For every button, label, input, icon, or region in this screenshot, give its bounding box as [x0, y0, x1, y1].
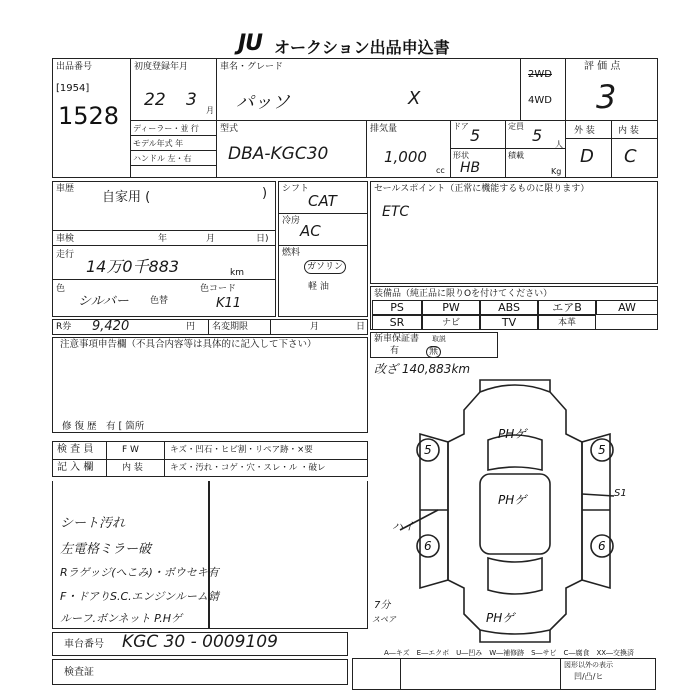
equip-leather: 本革 [538, 315, 596, 330]
inspector-label1: 検 査 員 [57, 444, 94, 455]
equip-abs: ABS [480, 300, 538, 315]
color-value: シルバー [78, 294, 129, 309]
name-change-label: 名変期限 [212, 322, 249, 332]
engine-unit: cc [436, 166, 445, 175]
diagram-spare-value: 7分 [374, 600, 391, 611]
equipment-row2 [372, 315, 658, 330]
inspection-proof-label: 検査証 [64, 667, 94, 678]
ac-value: AC [300, 222, 321, 240]
car-label: 車名・グレード [220, 62, 284, 72]
usage-value: 自家用 ( [102, 190, 151, 205]
note-line-5: ルーフ.ボンネット P.Hゲ [60, 612, 182, 625]
reg-year: 22 [144, 90, 166, 110]
loading-unit: Kg [551, 167, 562, 176]
notes-section [52, 337, 368, 433]
score-int-label: 内 装 [618, 126, 639, 136]
diagram-label-roof-front: PHゲ [498, 427, 527, 441]
name-change-month: 月 [310, 322, 320, 332]
lot-sub: [1954] [56, 83, 90, 94]
capacity-label: 定員 [508, 122, 524, 131]
diagram-legend2: 図形以外の表示 [564, 661, 613, 669]
car-damage-diagram [370, 370, 660, 645]
fuel-label: 燃料 [282, 248, 301, 258]
reg-month-unit: 月 [206, 106, 214, 115]
diagram-label-roof: PHゲ [498, 493, 527, 507]
equip-pw: PW [422, 300, 480, 315]
header [0, 30, 700, 56]
color-code: K11 [216, 296, 242, 311]
dealer-row1: ディーラー・並 行 [133, 124, 199, 133]
dealer-row3: ハンドル 左・右 [133, 154, 192, 163]
equip-ps: PS [372, 300, 422, 315]
diagram-label-left: ハイ [392, 520, 414, 533]
mileage-label: 走行 [56, 250, 75, 260]
note-line-3: Rラゲッジ(へこみ)・ボウセキ有 [60, 566, 219, 579]
model-label: 型式 [220, 124, 239, 134]
dealer-row2: モデル年式 年 [133, 139, 184, 148]
note-line-4: F・ドアりS.C.エンジンルーム錆 [60, 590, 219, 603]
diagram-label-rear: PHゲ [486, 611, 515, 625]
score-int-value: C [624, 146, 637, 167]
reg-label: 初度登録年月 [134, 62, 189, 72]
model-value: DBA-KGC30 [228, 144, 329, 164]
inspector-fw: F W [122, 445, 139, 455]
shift-label: シフト [282, 184, 310, 194]
name-change-day: 日 [356, 322, 366, 332]
sales-label: セールスポイント（正常に機能するものに限ります） [374, 184, 590, 194]
drive-4wd: 4WD [528, 95, 552, 106]
recycle-label: R券 [56, 322, 72, 332]
inspector-interior-items: キズ・汚れ・コゲ・穴・スレ・ル ・破レ [170, 463, 326, 473]
warranty-label: 新車保証書 [374, 334, 420, 344]
color-code-label: 色コード [200, 284, 237, 294]
chassis-value: KGC 30 - 0009109 [122, 632, 278, 652]
recycle-unit: 円 [186, 322, 196, 332]
inspection-year: 年 [158, 234, 168, 244]
car-name: パッソ [236, 92, 290, 113]
diagram-wheel-rl: 6 [424, 539, 432, 553]
reg-month: 3 [186, 90, 197, 110]
equip-sr: SR [372, 315, 422, 330]
equip-tv: TV [480, 315, 538, 330]
inspector-label2: 記 入 欄 [57, 462, 94, 473]
equipment-row1 [372, 300, 658, 315]
fuel-alt: 軽 油 [308, 282, 329, 292]
note-line-1: シート汚れ [60, 516, 126, 531]
diagram-wheel-rr: 6 [598, 539, 606, 553]
warranty-manual: 取説 [432, 335, 446, 343]
ac-label: 冷房 [282, 216, 301, 226]
mileage-unit: km [230, 268, 244, 278]
warranty-yes: 有 [390, 346, 400, 356]
shift-value: CAT [308, 192, 337, 210]
loading-label: 積載 [508, 151, 524, 160]
inspection-month: 月 [206, 234, 216, 244]
lot-number: 1528 [58, 102, 120, 130]
mileage-value: 14万0千883 [86, 257, 180, 276]
capacity-unit: 人 [555, 140, 563, 149]
score-value: 3 [596, 78, 617, 116]
diagram-wheel-fr: 5 [598, 443, 606, 457]
shape-label: 形状 [453, 151, 469, 160]
engine-label: 排気量 [370, 124, 398, 134]
usage-label: 車歴 [56, 184, 75, 194]
score-label: 評 価 点 [584, 61, 621, 72]
inspection-label: 車検 [56, 234, 75, 244]
capacity-value: 5 [532, 126, 543, 145]
repair-history: 修 復 歴 有 [ 箇所 [62, 421, 145, 432]
warranty-no: 無 [426, 346, 441, 358]
shape-value: HB [460, 160, 481, 176]
color-swap-label: 色替 [150, 296, 169, 306]
diagram-label-s1: S1 [614, 488, 627, 499]
drive-2wd: 2WD [528, 69, 552, 80]
lot-label: 出品番号 [56, 62, 93, 72]
diagram-wheel-fl: 5 [424, 443, 432, 457]
doors-label: ドア [453, 122, 469, 131]
inspector-fw-items: キズ・凹石・ヒビ割・リペア跡・×要 [170, 445, 313, 455]
fuel-value: ガソリン [304, 260, 346, 274]
sales-section [370, 181, 658, 284]
color-label: 色 [56, 284, 66, 294]
doors-value: 5 [470, 126, 481, 145]
page-title: オークション出品申込書 [274, 38, 450, 57]
equip-navi: ナビ [422, 315, 480, 330]
equipment-label: 装備品（純正品に限りΟを付けてください） [374, 289, 553, 299]
diagram-legend: A―キズ E―エクボ U―凹み W―補修跡 S―サビ C―腐食 XX―交換済 [384, 649, 635, 657]
diagram-legend3: 凹/凸/ヒ [574, 672, 604, 681]
notes-label: 注意事項申告欄（不具合内容等は具体的に記入して下さい） [60, 339, 317, 350]
equip-aw: AW [596, 300, 658, 315]
sales-value: ETC [382, 204, 410, 220]
odometer-note: 改ざ 140,883km [374, 362, 471, 376]
inspection-day: 日) [256, 234, 269, 244]
inspector-interior: 内 装 [122, 463, 143, 473]
ju-logo: JU [238, 31, 263, 56]
score-ext-value: D [580, 146, 594, 167]
score-ext-label: 外 装 [574, 126, 595, 136]
diagram-spare-label: スペア [372, 615, 396, 624]
usage-close: ) [262, 186, 268, 201]
car-grade: X [408, 88, 421, 109]
recycle-value: 9,420 [92, 319, 130, 334]
chassis-label: 車台番号 [64, 639, 104, 650]
equip-airbag: エアB [538, 300, 596, 315]
inspection-proof-row [52, 659, 348, 685]
note-line-2: 左電格ミラー破 [60, 542, 152, 557]
engine-value: 1,000 [384, 148, 427, 166]
